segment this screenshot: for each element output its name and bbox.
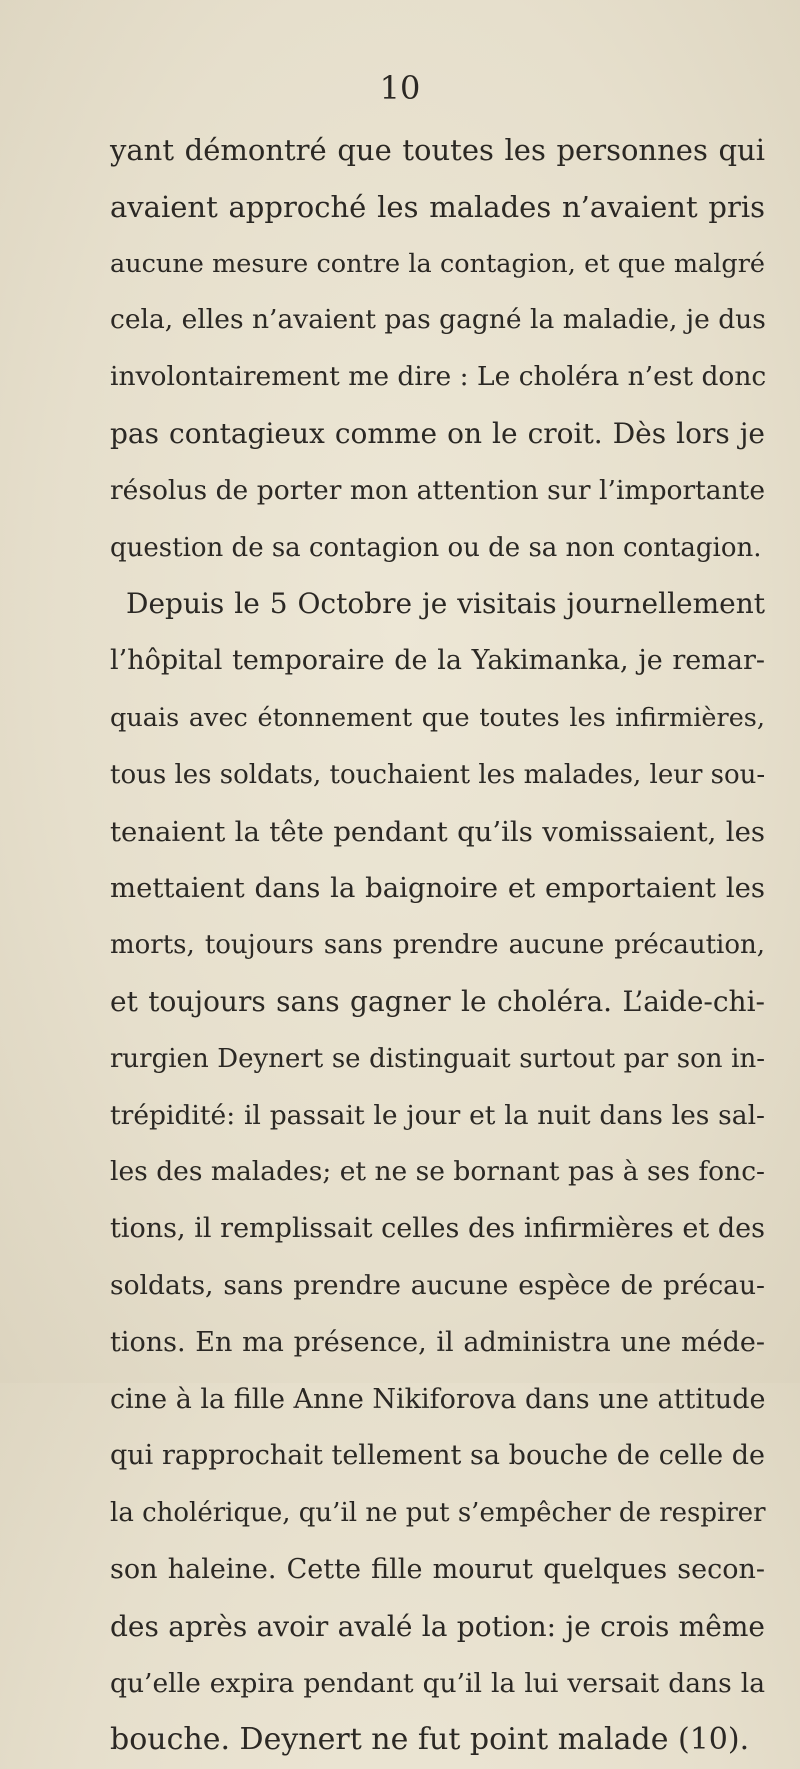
text-line: tous les soldats, touchaient les malades, leur sou- — [110, 759, 766, 790]
text-line: l’hôpital temporaire de la Yakimanka, je remar- — [110, 645, 765, 677]
text-line: tenaient la tête pendant qu’ils vomissaient, les — [110, 815, 765, 848]
text-line: et toujours sans gagner le choléra. L’aide-chi- — [110, 984, 765, 1018]
text-line: question de sa contagion ou de sa non contagion. — [110, 532, 762, 563]
text-line: involontairement me dire : Le choléra n’est donc — [110, 361, 767, 393]
text-line: mettaient dans la baignoire et emportaient les — [110, 872, 765, 905]
text-line: avaient approché les malades n’avaient pris — [110, 189, 765, 224]
text-line: rurgien Deynert se distinguait surtout par son in- — [110, 1043, 765, 1074]
text-line: tions, il remplissait celles des infirmières et des — [110, 1213, 765, 1245]
page-number: 10 — [379, 69, 421, 107]
text-line: aucune mesure contre la contagion, et que malgré — [110, 248, 765, 279]
text-line: la cholérique, qu’il ne put s’empêcher de respirer — [110, 1498, 766, 1529]
text-line: des après avoir avalé la potion: je crois même — [110, 1609, 765, 1643]
text-line: bouche. Deynert ne fut point malade (10). — [110, 1722, 750, 1758]
text-line: résolus de porter mon attention sur l’importante — [110, 474, 765, 506]
text-line: trépidité: il passait le jour et la nuit dans les sal- — [110, 1099, 765, 1131]
text-line: morts, toujours sans prendre aucune précaution, — [110, 930, 765, 961]
text-line: cela, elles n’avaient pas gagné la maladie, je dus — [110, 304, 766, 336]
text-line: yant démontré que toutes les personnes qui — [110, 133, 765, 167]
text-line: son haleine. Cette fille mourut quelques secon- — [110, 1553, 765, 1585]
text-line: qui rapprochait tellement sa bouche de celle de — [110, 1440, 765, 1472]
text-line: pas contagieux comme on le croit. Dès lors je — [110, 416, 765, 450]
text-line: qu’elle expira pendant qu’il la lui versait dans la — [110, 1667, 765, 1699]
text-line: quais avec étonnement que toutes les infirmières, — [110, 702, 765, 733]
text-line: soldats, sans prendre aucune espèce de précau- — [110, 1269, 765, 1301]
text-line: les des malades; et ne se bornant pas à ses fonc- — [110, 1156, 765, 1188]
text-line: cine à la fille Anne Nikiforova dans une attitude — [110, 1383, 766, 1415]
text-line: Depuis le 5 Octobre je visitais journellement — [126, 587, 765, 621]
body-text — [110, 122, 765, 1769]
text-line: tions. En ma présence, il administra une méde- — [110, 1326, 765, 1358]
